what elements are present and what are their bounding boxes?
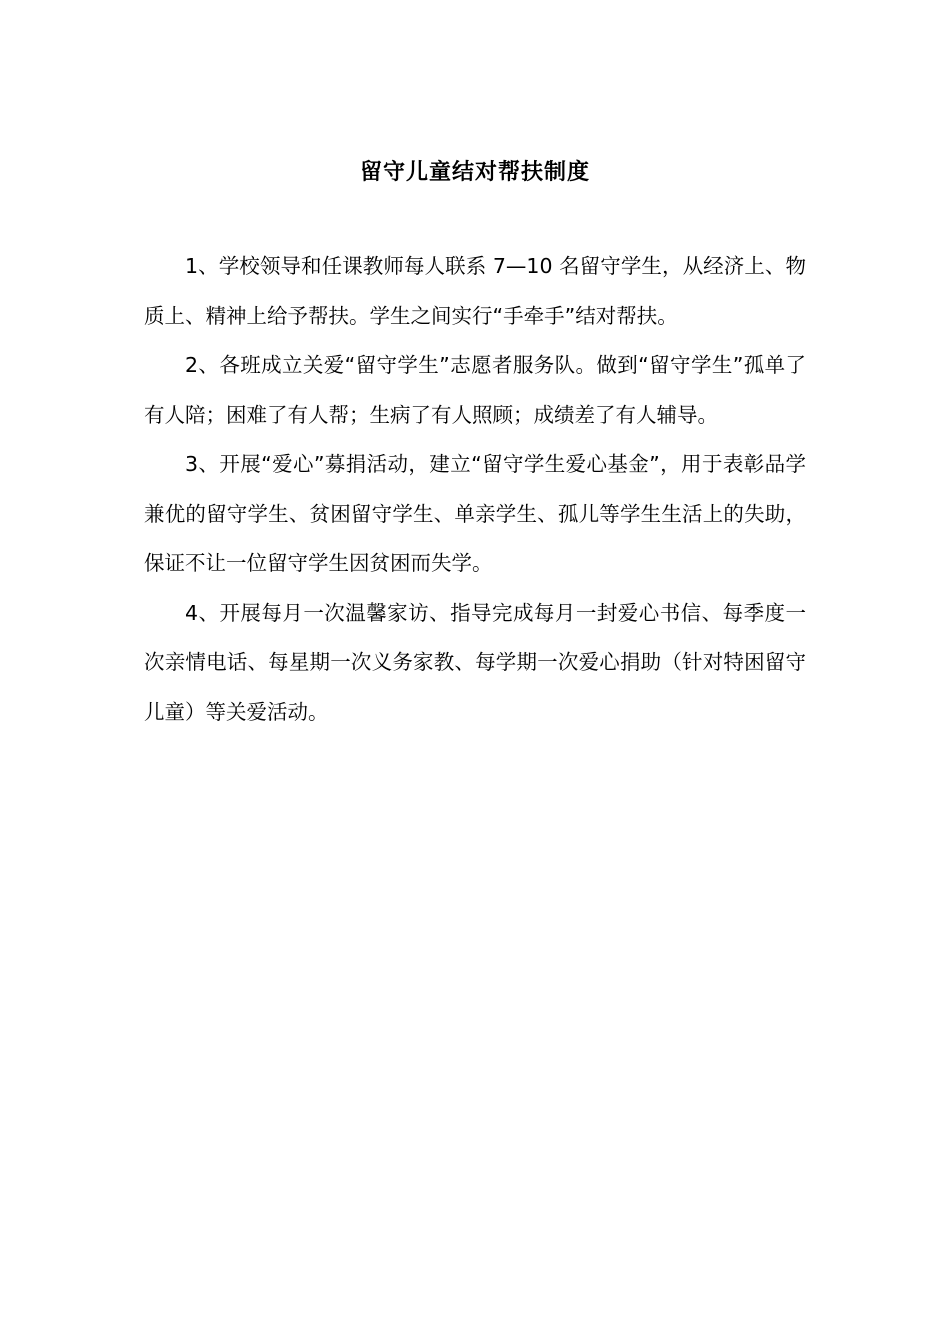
paragraph-3: 3、开展“爱心”募捐活动，建立“留守学生爱心基金”，用于表彰品学兼优的留守学生、贫困留守学生、单亲学生、孤儿等学生生活上的失助，保证不让一位留守学生因贫困而失学。: [144, 452, 806, 575]
paragraph-4: 4、开展每月一次温馨家访、指导完成每月一封爱心书信、每季度一次亲情电话、每星期一次义务家教、每学期一次爱心捐助（针对特困留守儿童）等关爱活动。: [144, 600, 806, 724]
document-title: 留守儿童结对帮扶制度: [359, 160, 590, 185]
document-body: [144, 242, 806, 737]
paragraph-1: 1、学校领导和任课教师每人联系 7—10 名留守学生，从经济上、物质上、精神上给予帮扶。学生之间实行“手牵手”结对帮扶。: [144, 254, 806, 328]
paragraph-2: 2、各班成立关爱“留守学生”志愿者服务队。做到“留守学生”孤单了有人陪；困难了有人帮；生病了有人照顾；成绩差了有人辅导。: [144, 353, 806, 427]
